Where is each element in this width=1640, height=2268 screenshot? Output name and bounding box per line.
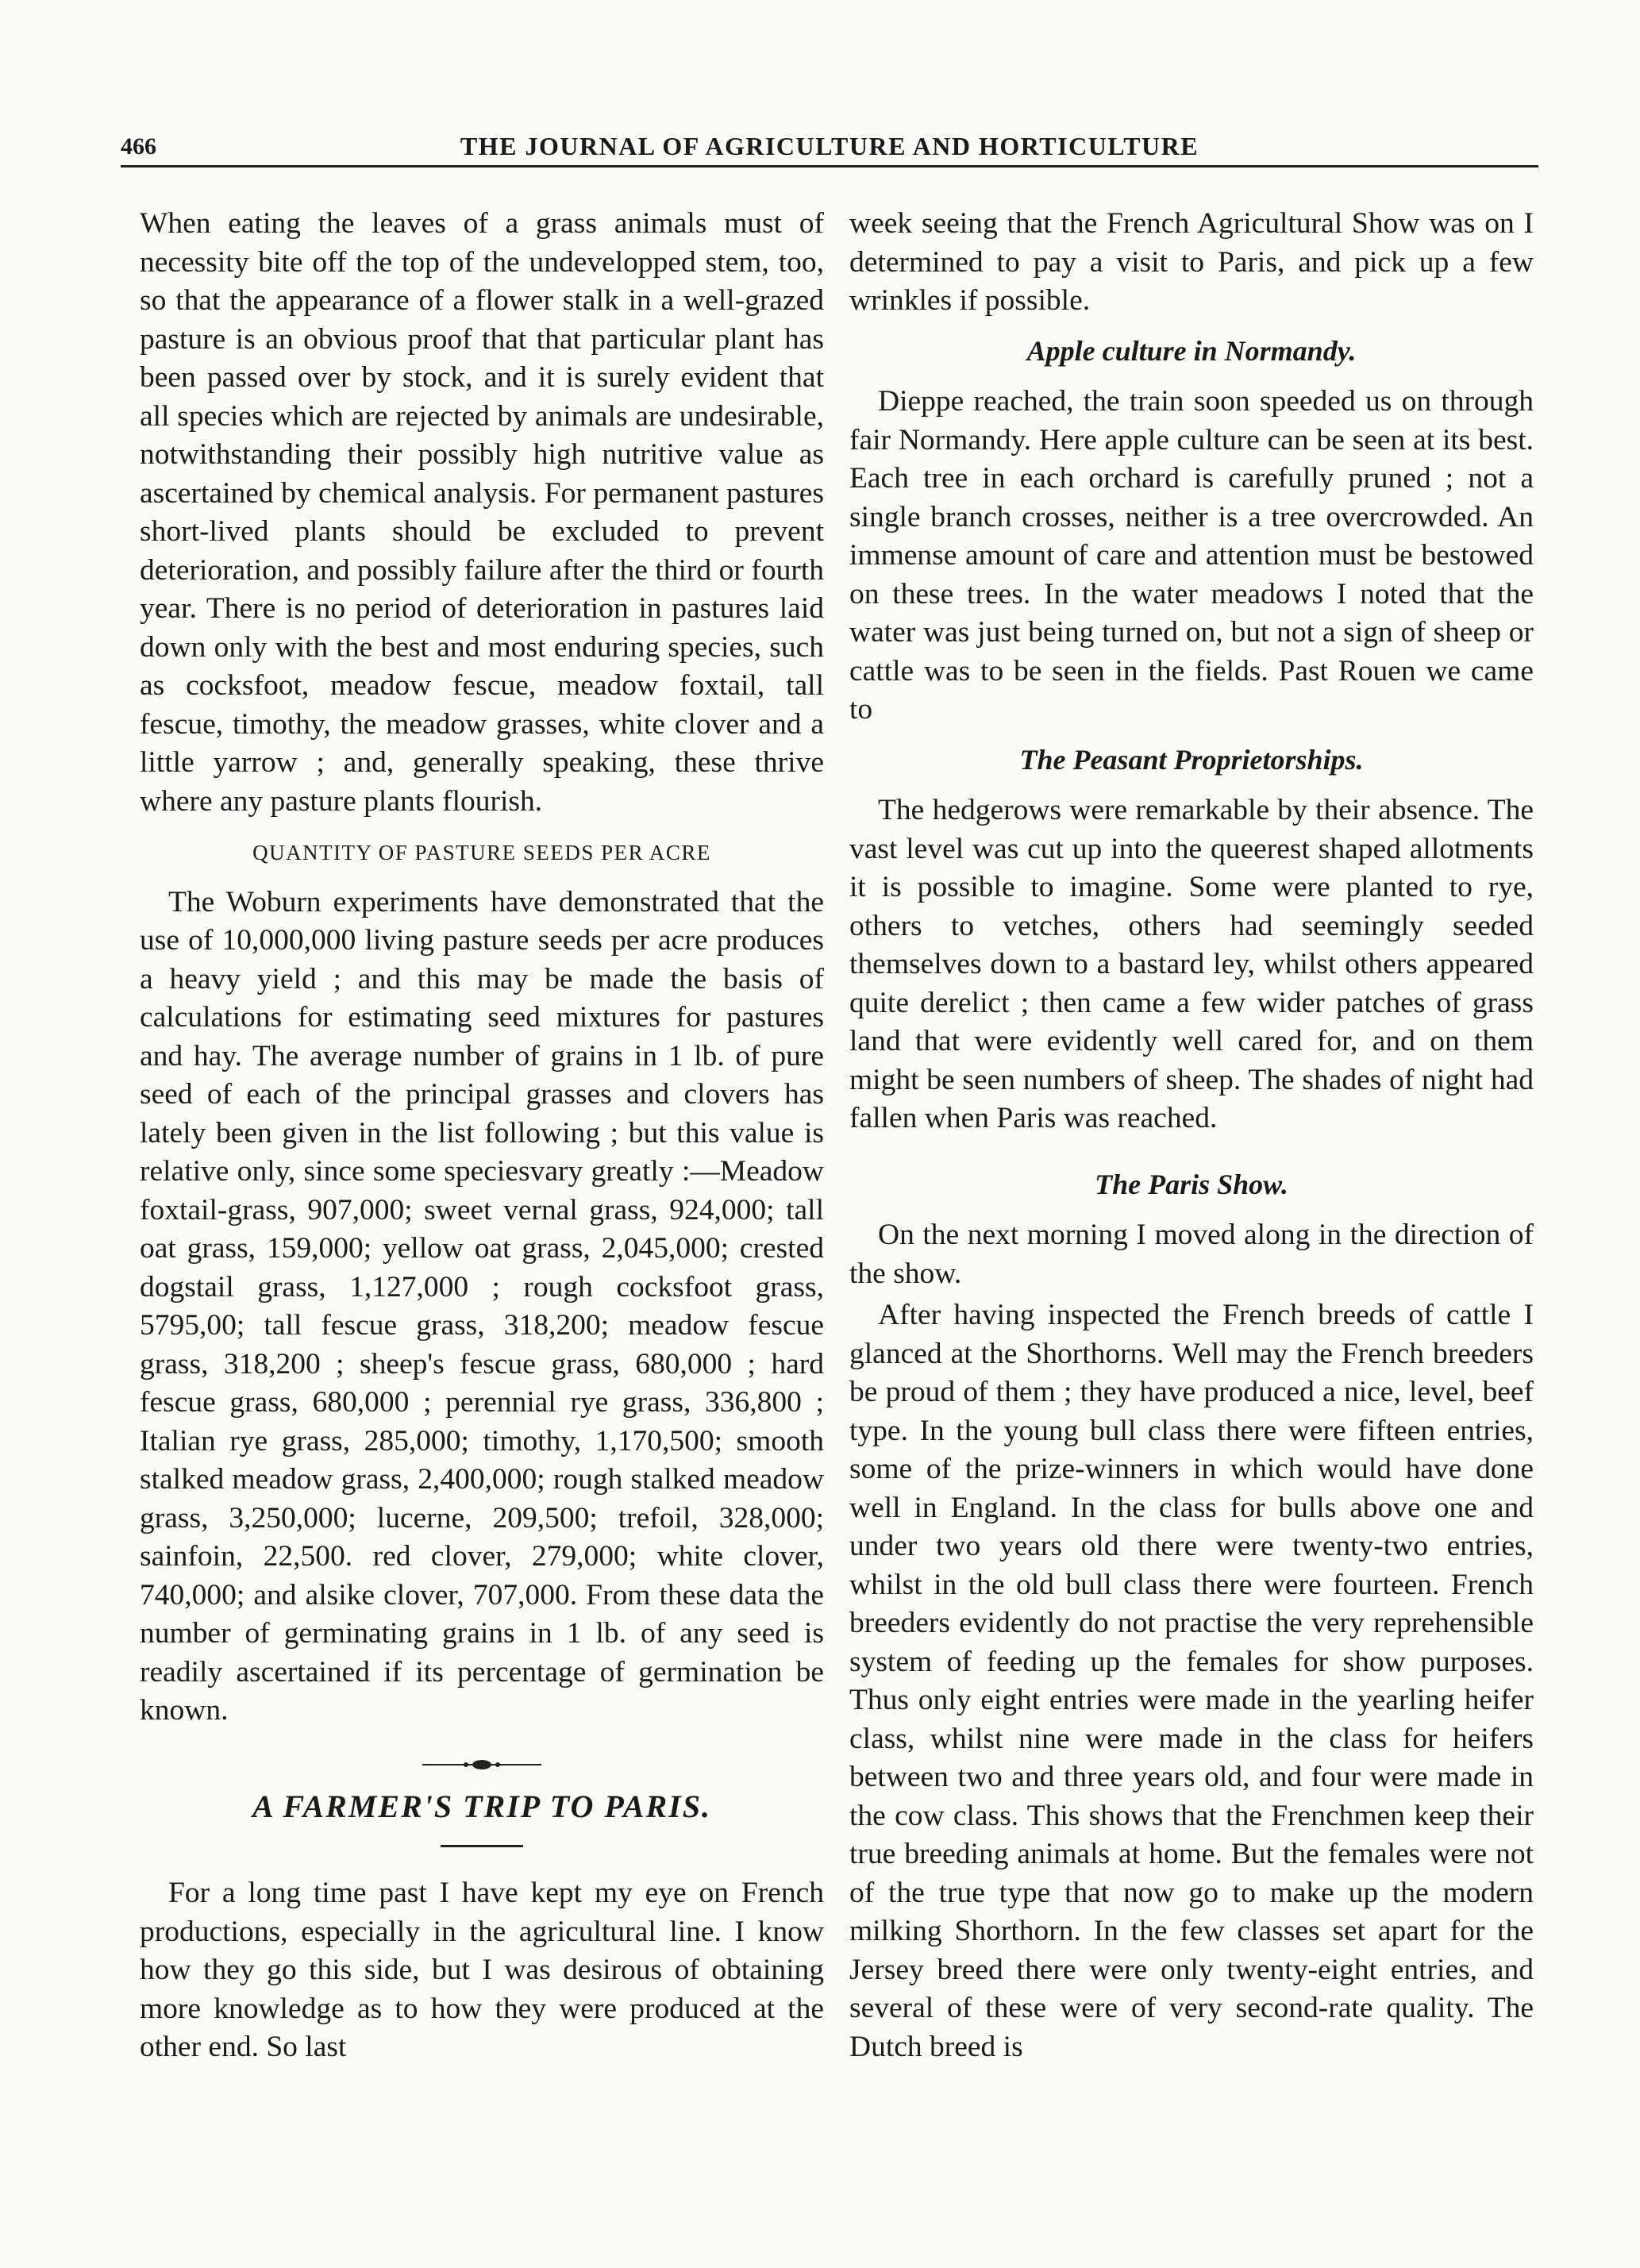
subheading: The Paris Show. xyxy=(1095,1168,1288,1200)
paragraph: The Woburn experiments have demonstrated that the use of 10,000,000 living pasture seeds per acre produces a heavy yield ; and this may be made the basis of calculations for estimating seed mixtures for pastures and hay. The average number of grains in 1 lb. of pure seed of each of the principal grasses and clovers has lately been given in the list following ; but this value is relative only, since some speciesvary greatly :—Meadow foxtail-grass, 907,000; sweet vernal grass, 924,000; tall oat grass, 159,000; yellow oat grass, 2,045,000; crested dogstail grass, 1,127,000 ; rough cocksfoot grass, 5795,00; tall fescue grass, 318,200; meadow fescue grass, 318,200 ; sheep's fescue grass, 680,000 ; hard fescue grass, 680,000 ; perennial rye grass, 336,800 ; Italian rye grass, 285,000; timothy, 1,170,500; smooth stalked meadow grass, 2,400,000; rough stalked meadow grass, 3,250,000; lucerne, 209,500; trefoil, 328,000; sainfoin, 22,500. red clover, 279,000; white clover, 740,000; and alsike clover, 707,000. From these data the number of germinating grains in 1 lb. of any seed is readily ascertained if its percentage of germination be known. xyxy=(140,885,824,1727)
ornament-rule-icon xyxy=(422,1759,541,1770)
article-title: A FARMER'S TRIP TO PARIS. xyxy=(252,1788,711,1824)
paragraph: For a long time past I have kept my eye on French productions, especially in the agricultural line. I know how they go this side, but I was desirous of obtaining more knowledge as to how they were produced at the other end. So last xyxy=(140,1877,824,2063)
subheading: The Peasant Proprietorships. xyxy=(1019,743,1364,776)
paragraph: After having inspected the French breeds of cattle I glanced at the Shorthorns. Well may the French breeders be proud of them ; they have produced a nice, level, beef type. In the young bull class there were fifteen entries, some of the prize-winners in which would have done well in England. In the class for bulls above one and under two years old there were twenty-two entries, whilst in the old bull class there were fourteen. French breeders evidently do not practise the very reprehensible system of feeding up the females for show purposes. Thus only eight entries were made in the yearling heifer class, whilst nine were made in the class for heifers between two and three years old, and four were made in the cow class. This shows that the Frenchmen keep their true breeding animals at home. But the females were not of the true type that now go to make up the modern milking Shorthorn. In the few classes set apart for the Jersey breed there were only twenty-eight entries, and several of these were of very second-rate quality. The Dutch breed is xyxy=(849,1299,1534,2063)
subheading: Apple culture in Normandy. xyxy=(1026,334,1357,367)
paragraph: Dieppe reached, the train soon speeded us on through fair Normandy. Here apple culture can be seen at its best. Each tree in each orchard is carefully pruned ; not a single branch crosses, neither is a tree overcrowded. An immense amount of care and attention must be bestowed on these trees. In the water meadows I noted that the water was just being turned on, but not a sign of sheep or cattle was to be seen in the fields. Past Rouen we came to xyxy=(849,385,1534,726)
ornament-divider xyxy=(140,1759,824,1770)
paragraph: week seeing that the French Agricultural Show was on I determined to pay a visit to Paris, and pick up a few wrinkles if possible. xyxy=(849,207,1534,317)
paragraph: When eating the leaves of a grass animals must of necessity bite off the top of the undevelopped stem, too, so that the appearance of a flower stalk in a well-grazed pasture is an obvious proof that that particular plant has been passed over by stock, and it is surely evident that all species which are rejected by animals are undesirable, notwithstanding their possibly high nutritive value as ascertained by chemical analysis. For permanent pastures short-lived plants should be excluded to prevent deterioration, and possibly failure after the third or fourth year. There is no period of deterioration in pastures laid down only with the best and most enduring species, such as cocksfoot, meadow fescue, meadow foxtail, tall fescue, timothy, the meadow grasses, white clover and a little yarrow ; and, generally speaking, these thrive where any pasture plants flourish. xyxy=(140,207,824,818)
running-title: THE JOURNAL OF AGRICULTURE AND HORTICULTURE xyxy=(460,132,1199,160)
title-rule xyxy=(441,1845,523,1847)
paragraph: The hedgerows were remarkable by their absence. The vast level was cut up into the queerest shaped allotments it is possible to imagine. Some were planted to rye, others to vetches, others had seemingly seeded themselves down to a bastard ley, whilst others appeared quite derelict ; then came a few wider patches of grass land that were evidently well cared for, and on them might be seen numbers of sheep. The shades of night had fallen when Paris was reached. xyxy=(849,794,1534,1134)
paragraph: On the next morning I moved along in the direction of the show. xyxy=(849,1219,1534,1290)
section-heading: QUANTITY OF PASTURE SEEDS PER ACRE xyxy=(252,841,711,864)
left-column xyxy=(140,205,824,2070)
right-column xyxy=(849,205,1534,2070)
page-header xyxy=(121,125,1538,168)
page-number: 466 xyxy=(121,133,156,160)
